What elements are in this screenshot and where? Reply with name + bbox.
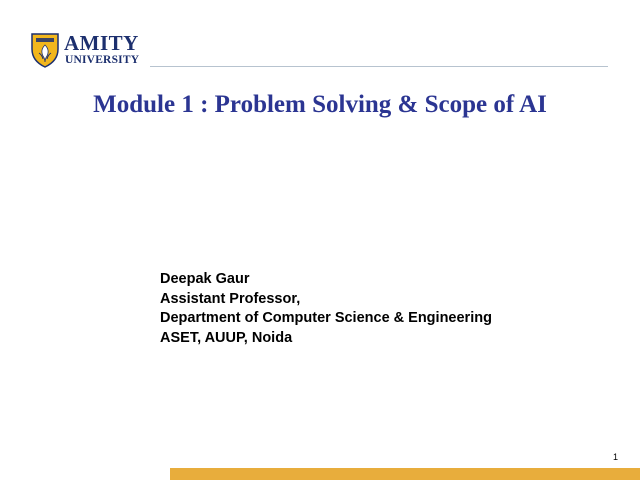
author-block	[160, 270, 492, 348]
logo-wordmark: AMITY	[64, 31, 139, 55]
author-department: Department of Computer Science & Engineering	[160, 310, 492, 326]
author-position: Assistant Professor,	[160, 290, 301, 307]
logo-subtitle: UNIVERSITY	[65, 54, 140, 66]
page-number: 1	[612, 452, 618, 462]
footer-accent-bar	[170, 468, 640, 480]
author-name: Deepak Gaur	[160, 271, 250, 287]
slide-title: Module 1 : Problem Solving & Scope of AI	[93, 91, 547, 118]
amity-university-logo	[30, 32, 142, 70]
amity-shield-icon	[30, 32, 60, 68]
header-divider	[150, 66, 608, 67]
author-institution: ASET, AUUP, Noida	[160, 329, 293, 346]
